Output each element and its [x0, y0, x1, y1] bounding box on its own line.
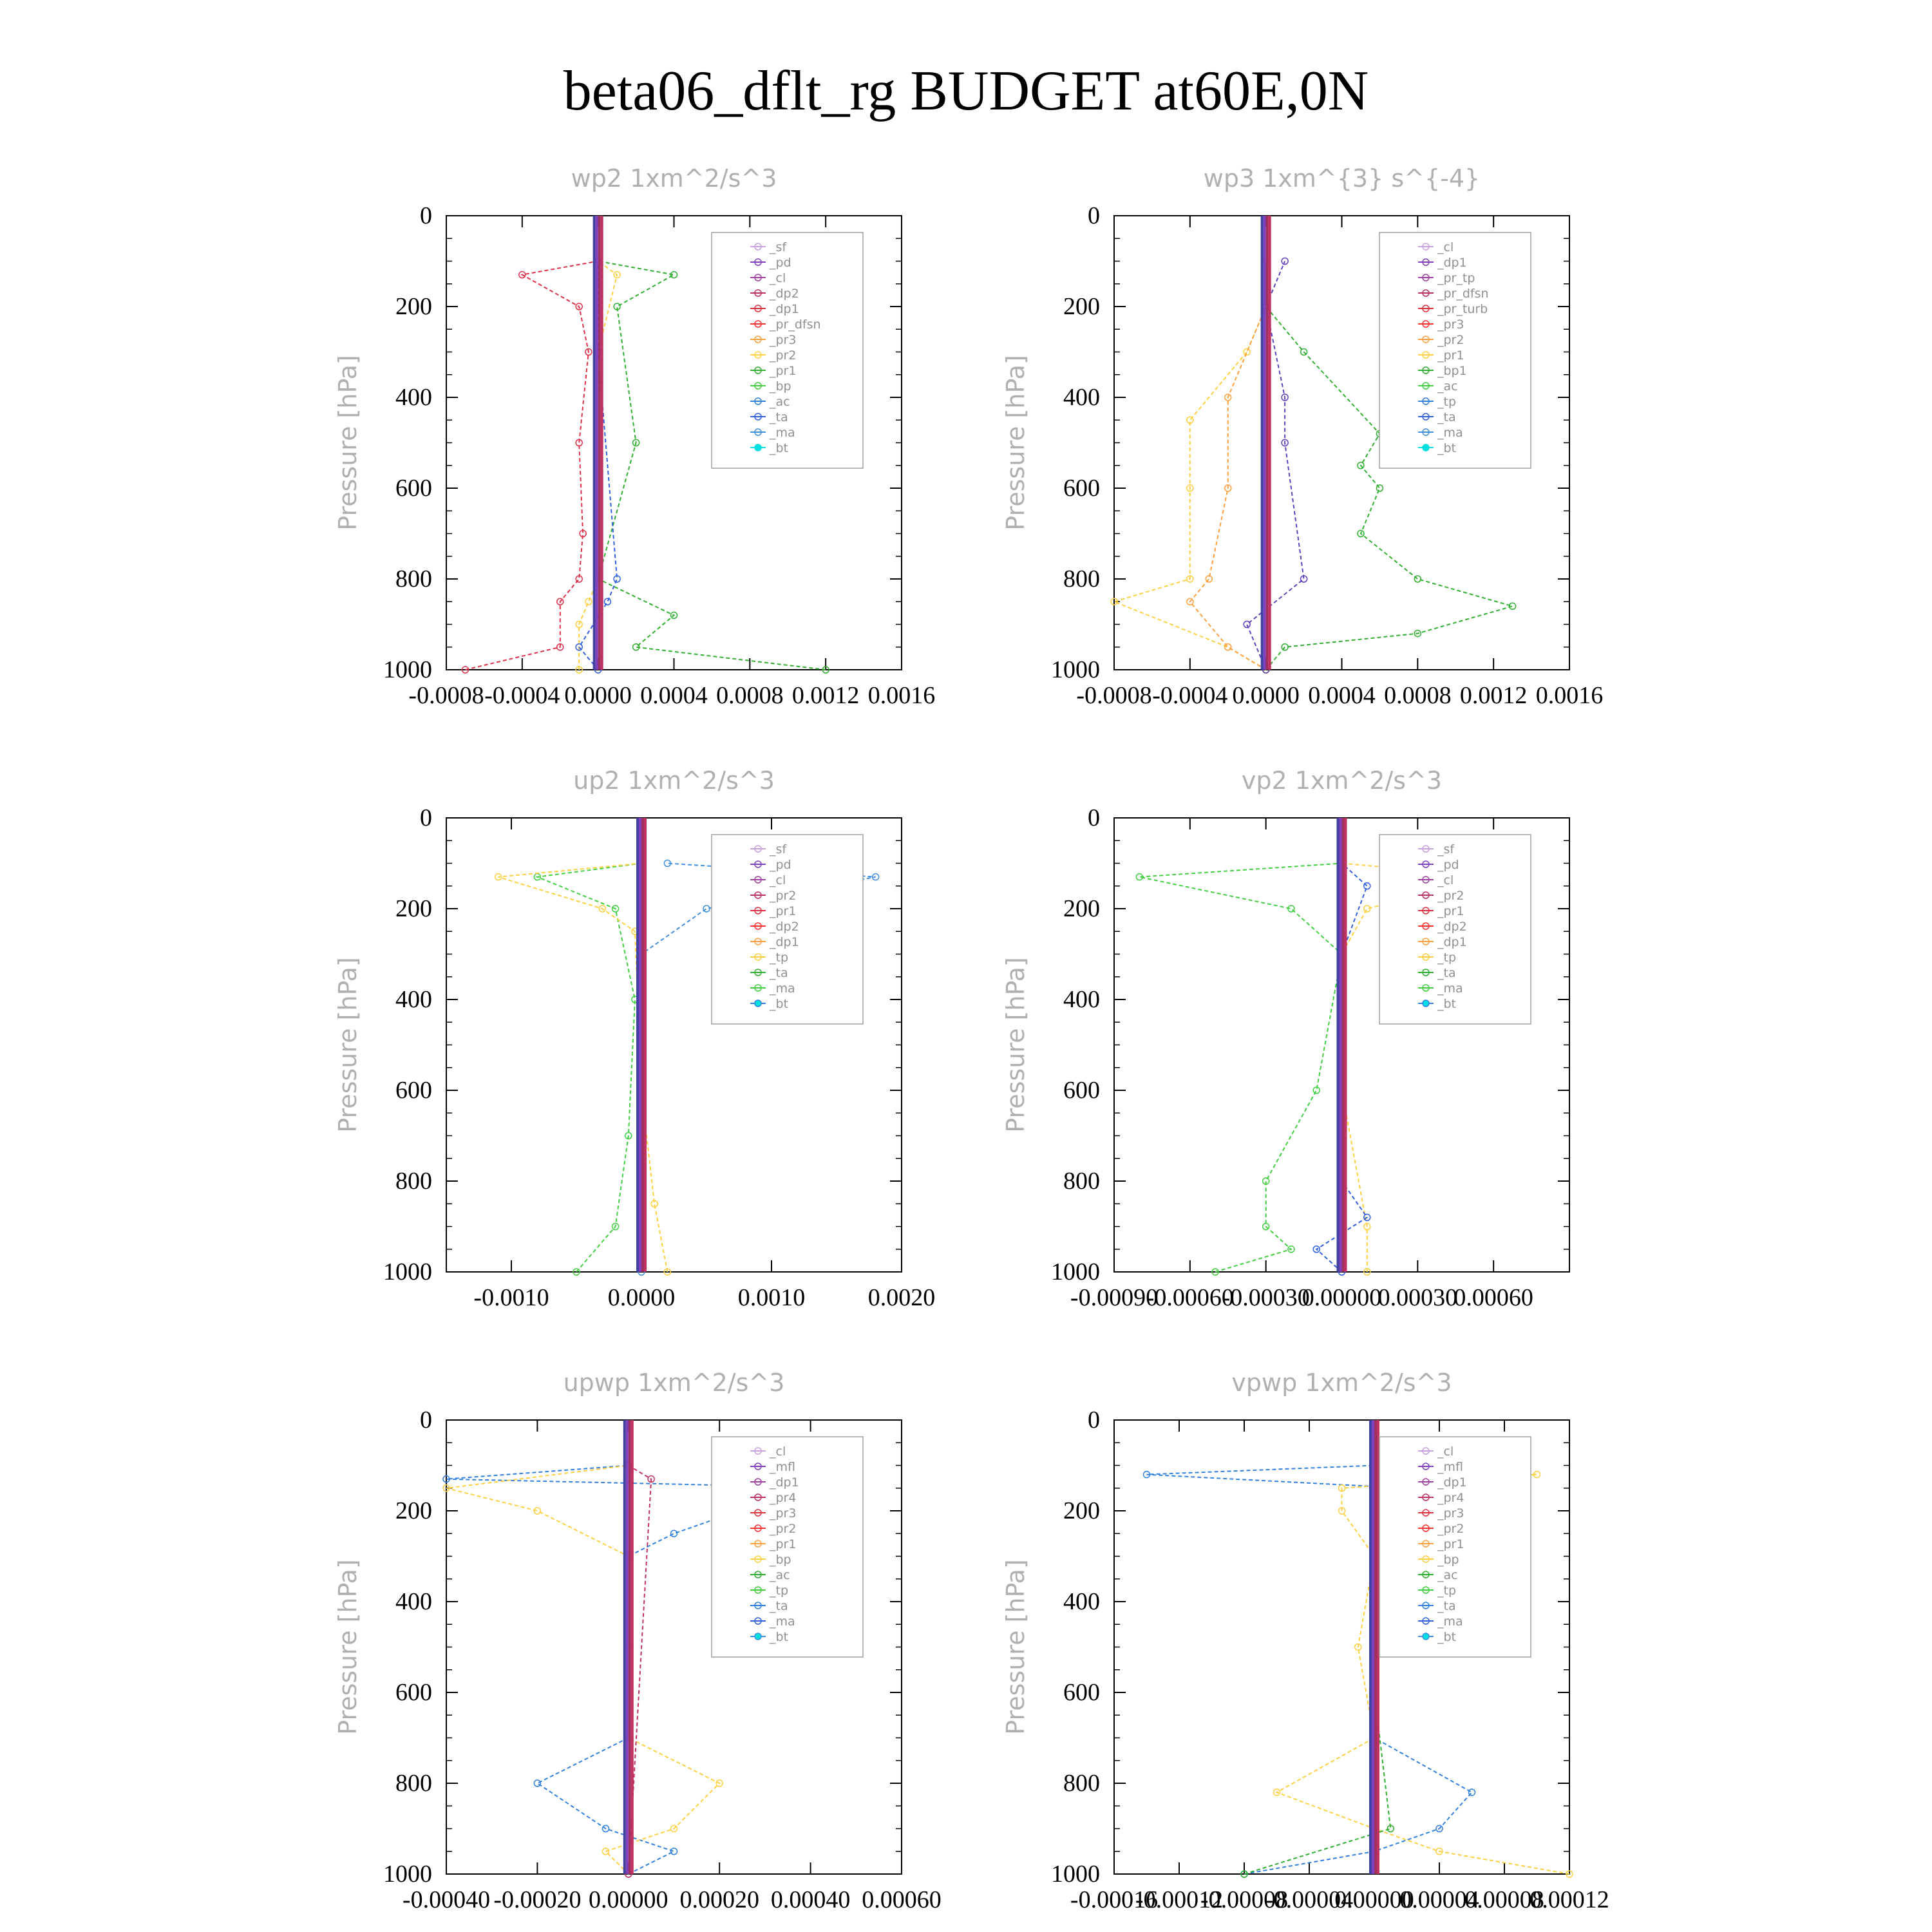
y-tick-label: 1000: [1051, 1258, 1100, 1285]
chart-panel: [334, 1368, 942, 1913]
legend-label: _dp1: [770, 935, 799, 949]
legend-marker: [755, 444, 761, 451]
legend-label: _bp1: [1437, 364, 1467, 378]
y-tick-label: 0: [420, 202, 432, 229]
legend-label: _pr4: [770, 1491, 797, 1505]
x-tick-label: 0.00000: [589, 1886, 668, 1913]
data-point: [1282, 258, 1288, 265]
y-tick-label: 200: [1063, 1497, 1100, 1524]
legend-label: _ma: [770, 981, 795, 996]
legend-label: _dp2: [770, 920, 799, 934]
x-tick-label: 0.00008: [1464, 1886, 1544, 1913]
legend-label: _pr1: [770, 904, 797, 918]
chart-panel: [1001, 766, 1569, 1311]
legend-label: _pr2: [1437, 333, 1464, 347]
data-point: [602, 1848, 609, 1855]
x-tick-label: 0.00012: [1530, 1886, 1609, 1913]
x-tick-label: 0.0010: [737, 1284, 806, 1311]
legend-label: _bp: [1437, 1553, 1459, 1567]
legend-label: _pr2: [1437, 889, 1464, 903]
x-tick-label: 0.00020: [679, 1886, 759, 1913]
legend-label: _bt: [1437, 997, 1457, 1011]
x-tick-label: 0.0004: [640, 682, 708, 709]
y-tick-label: 600: [395, 475, 432, 502]
y-tick-label: 400: [395, 1588, 432, 1615]
legend-label: _cl: [770, 873, 786, 887]
y-tick-label: 200: [395, 895, 432, 922]
x-tick-label: 0.0020: [867, 1284, 936, 1311]
legend-label: _cl: [770, 1444, 786, 1459]
y-axis-label: Pressure [hPa]: [1001, 1559, 1030, 1735]
legend-label: _cl: [1437, 1444, 1454, 1459]
legend-label: _dp1: [770, 1475, 799, 1490]
y-tick-label: 1000: [383, 1258, 432, 1285]
chart-title: wp3 1xm^{3} s^{-4}: [1203, 164, 1481, 193]
legend-label: _ac: [770, 395, 790, 409]
x-tick-label: 0.0000: [1232, 682, 1300, 709]
legend-label: _dp2: [1437, 920, 1467, 934]
legend-label: _bt: [1437, 1630, 1457, 1644]
y-tick-label: 800: [1063, 1770, 1100, 1797]
series-line: [1114, 261, 1266, 670]
y-tick-label: 400: [395, 986, 432, 1013]
x-tick-label: -0.00016: [1070, 1886, 1159, 1913]
x-tick-label: -0.00012: [1135, 1886, 1224, 1913]
legend-label: _ta: [1437, 966, 1456, 980]
y-axis-label: Pressure [hPa]: [334, 957, 362, 1133]
y-tick-label: 0: [420, 804, 432, 831]
legend-label: _pr_turb: [1437, 302, 1488, 316]
legend-label: _tp: [770, 951, 789, 965]
data-point: [585, 598, 592, 605]
y-tick-label: 200: [395, 1497, 432, 1524]
legend-label: _pr1: [1437, 1537, 1464, 1551]
legend-label: _pd: [770, 256, 791, 270]
legend-label: _dp1: [770, 302, 799, 316]
data-point: [1364, 883, 1370, 889]
legend-label: _mfl: [1437, 1460, 1463, 1474]
y-tick-label: 400: [1063, 384, 1100, 411]
legend-label: _pr3: [770, 333, 797, 347]
legend-label: _pr2: [1437, 1522, 1464, 1536]
chart-title: wp2 1xm^2/s^3: [571, 164, 777, 193]
x-tick-label: -0.0004: [1152, 682, 1228, 709]
legend-label: _bp: [770, 379, 791, 393]
chart-title: vpwp 1xm^2/s^3: [1231, 1368, 1452, 1397]
legend-label: _dp1: [1437, 935, 1467, 949]
legend-label: _pr_dfsn: [770, 317, 821, 332]
legend-label: _pr_tp: [1437, 271, 1475, 285]
data-point: [1376, 485, 1383, 491]
x-tick-label: -0.00040: [402, 1886, 491, 1913]
legend-label: _pr2: [770, 889, 797, 903]
x-tick-label: -0.00030: [1222, 1284, 1310, 1311]
y-axis-label: Pressure [hPa]: [1001, 957, 1030, 1133]
y-tick-label: 200: [1063, 895, 1100, 922]
legend-label: _ta: [1437, 1599, 1456, 1613]
legend-label: _ma: [1437, 981, 1463, 996]
series-line: [1139, 864, 1341, 1273]
legend-label: _pr1: [1437, 904, 1464, 918]
chart-title: upwp 1xm^2/s^3: [563, 1368, 785, 1397]
y-tick-label: 1000: [1051, 656, 1100, 683]
legend-label: _pr_dfsn: [1437, 287, 1489, 301]
y-tick-label: 600: [395, 1679, 432, 1706]
legend-label: _bp: [770, 1553, 791, 1567]
data-point: [1244, 621, 1250, 628]
y-tick-label: 800: [1063, 565, 1100, 592]
legend-marker: [1423, 1000, 1429, 1007]
legend-label: _ac: [1437, 379, 1458, 393]
y-tick-label: 600: [1063, 1077, 1100, 1104]
legend-label: _sf: [770, 842, 787, 857]
legend-label: _cl: [1437, 873, 1454, 887]
chart-title: vp2 1xm^2/s^3: [1241, 766, 1443, 795]
y-tick-label: 200: [395, 293, 432, 320]
y-tick-label: 800: [395, 565, 432, 592]
series-line: [466, 261, 598, 670]
series-line: [1247, 261, 1303, 670]
x-tick-label: -0.0004: [484, 682, 560, 709]
data-point: [1244, 349, 1250, 355]
legend-label: _dp2: [770, 287, 799, 301]
x-tick-label: -0.0008: [1076, 682, 1152, 709]
y-tick-label: 600: [1063, 475, 1100, 502]
data-point: [1469, 1789, 1475, 1795]
y-tick-label: 400: [395, 384, 432, 411]
legend-label: _bt: [1437, 441, 1457, 455]
legend-marker: [1423, 1633, 1429, 1640]
y-tick-label: 400: [1063, 1588, 1100, 1615]
data-point: [534, 1780, 540, 1786]
legend-label: _ta: [1437, 410, 1456, 424]
x-tick-label: 0.00060: [862, 1886, 942, 1913]
legend-label: _tp: [770, 1584, 789, 1598]
legend-label: _pr1: [1437, 348, 1464, 363]
x-tick-label: -0.00090: [1070, 1284, 1159, 1311]
x-tick-label: 0.0008: [716, 682, 784, 709]
legend-label: _ma: [1437, 1615, 1463, 1629]
legend-marker: [1423, 444, 1429, 451]
y-tick-label: 0: [420, 1406, 432, 1434]
legend-label: _mfl: [770, 1460, 795, 1474]
x-tick-label: 0.0004: [1308, 682, 1376, 709]
y-tick-label: 0: [1088, 1406, 1100, 1434]
series-line: [537, 864, 641, 1273]
x-tick-label: -0.0010: [473, 1284, 549, 1311]
x-tick-label: 0.00030: [1378, 1284, 1458, 1311]
legend-label: _ta: [770, 410, 788, 424]
legend-label: _pr1: [770, 1537, 797, 1551]
legend-label: _ac: [770, 1568, 790, 1582]
y-axis-label: Pressure [hPa]: [334, 355, 362, 531]
legend-label: _sf: [770, 240, 787, 254]
x-tick-label: 0.0008: [1384, 682, 1452, 709]
x-tick-label: -0.00008: [1200, 1886, 1289, 1913]
y-axis-label: Pressure [hPa]: [334, 1559, 362, 1735]
data-point: [604, 598, 611, 605]
x-tick-label: 0.0016: [1535, 682, 1604, 709]
legend-label: _dp1: [1437, 1475, 1467, 1490]
legend-label: _sf: [1437, 842, 1455, 857]
legend-label: _bt: [770, 997, 789, 1011]
x-tick-label: -0.0008: [408, 682, 484, 709]
legend-label: _pd: [1437, 858, 1459, 872]
y-tick-label: 1000: [1051, 1861, 1100, 1888]
x-tick-label: -0.00060: [1146, 1284, 1234, 1311]
x-tick-label: -0.00004: [1265, 1886, 1354, 1913]
y-tick-label: 600: [1063, 1679, 1100, 1706]
legend-label: _ma: [770, 426, 795, 440]
x-tick-label: 0.0016: [867, 682, 936, 709]
data-point: [1414, 576, 1421, 582]
y-tick-label: 1000: [383, 656, 432, 683]
legend-label: _dp1: [1437, 256, 1467, 270]
legend-label: _pr4: [1437, 1491, 1464, 1505]
x-tick-label: 0.0000: [564, 682, 632, 709]
legend-label: _bt: [770, 1630, 789, 1644]
y-tick-label: 1000: [383, 1861, 432, 1888]
chart-panel: [334, 164, 935, 709]
x-tick-label: -0.00020: [493, 1886, 582, 1913]
data-point: [1206, 576, 1212, 582]
legend-label: _cl: [1437, 240, 1454, 254]
chart-panel: [1001, 1368, 1609, 1913]
chart-title: up2 1xm^2/s^3: [573, 766, 775, 795]
legend-label: _tp: [1437, 1584, 1457, 1598]
x-tick-label: 0.00000: [1302, 1284, 1382, 1311]
figure-title: beta06_dflt_rg BUDGET at60E,0N: [563, 60, 1369, 122]
legend-label: _tp: [1437, 951, 1457, 965]
x-tick-label: 0.00000: [1334, 1886, 1414, 1913]
legend-marker: [755, 1000, 761, 1007]
y-tick-label: 800: [1063, 1168, 1100, 1195]
series-line: [1190, 261, 1266, 670]
legend-label: _ac: [1437, 1568, 1458, 1582]
x-tick-label: 0.0012: [1459, 682, 1528, 709]
x-tick-label: 0.0000: [607, 1284, 676, 1311]
legend-label: _ta: [770, 966, 788, 980]
x-tick-label: 0.0012: [791, 682, 860, 709]
y-tick-label: 0: [1088, 804, 1100, 831]
data-point: [1225, 644, 1231, 650]
data-point: [671, 1530, 677, 1537]
series-line: [1244, 1466, 1390, 1875]
legend-label: _pr2: [770, 348, 797, 363]
legend-label: _pr3: [770, 1506, 797, 1520]
chart-panel: [1001, 164, 1603, 709]
y-tick-label: 800: [395, 1168, 432, 1195]
legend-label: _ma: [1437, 426, 1463, 440]
legend-marker: [755, 1633, 761, 1640]
y-axis-label: Pressure [hPa]: [1001, 355, 1030, 531]
panels-group: [334, 164, 1609, 1913]
x-tick-label: 0.00004: [1399, 1886, 1479, 1913]
x-tick-label: 0.00040: [770, 1886, 851, 1913]
x-tick-label: 0.00060: [1454, 1284, 1533, 1311]
legend-label: _pd: [770, 858, 791, 872]
legend-label: _pr3: [1437, 1506, 1464, 1520]
legend-label: _pr2: [770, 1522, 797, 1536]
y-tick-label: 400: [1063, 986, 1100, 1013]
chart-panel: [334, 766, 935, 1311]
legend-label: _tp: [1437, 395, 1457, 409]
legend-label: _ma: [770, 1615, 795, 1629]
y-tick-label: 0: [1088, 202, 1100, 229]
legend-label: _pr1: [770, 364, 797, 378]
legend-label: _bt: [770, 441, 789, 455]
data-point: [671, 1848, 677, 1855]
y-tick-label: 200: [1063, 293, 1100, 320]
y-tick-label: 800: [395, 1770, 432, 1797]
legend-label: _ta: [770, 1599, 788, 1613]
y-tick-label: 600: [395, 1077, 432, 1104]
legend-label: _pr3: [1437, 317, 1464, 332]
legend-label: _cl: [770, 271, 786, 285]
